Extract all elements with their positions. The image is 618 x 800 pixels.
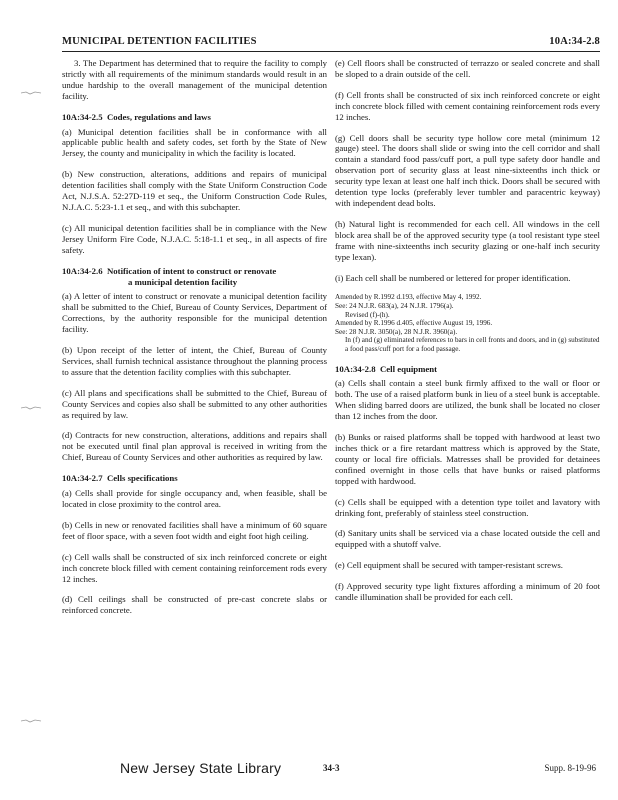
paragraph: (f) Cell fronts shall be constructed of six inch reinforced concrete or eight inch concrete block filled with cement containing reinforcement rods every 12 inches.: [335, 89, 600, 122]
paragraph: (h) Natural light is recommended for each cell. All windows in the cell block area shall be of the approved security type (a tool resistant type steel frame with nine-sixteenths inch security glazing or one-half inch security type lexan).: [335, 218, 600, 262]
note-line: In (f) and (g) eliminated references to bars in cell fronts and doors, and in (g) substituted a food pass/cuff port for a food passage.: [345, 336, 600, 353]
note-line: Amended by R.1996 d.405, effective August 19, 1996.: [335, 319, 493, 328]
right-column: [335, 58, 600, 613]
punch-hole-mark: [20, 718, 42, 724]
header-section-number: 10A:34-2.8: [549, 36, 600, 47]
paragraph: (b) Bunks or raised platforms shall be topped with hardwood at least two inches thick or a fire retardant mattress which is approved by the State, county or local fire officials. Matresses shall be provided for detainees confined overnight in those cells that have bunks or raised platforms topped with hardwood.: [335, 432, 600, 486]
paragraph: (b) Upon receipt of the letter of intent, the Chief, Bureau of County Services, shall furnish technical assistance throughout the planning process to assure that the detention facility complies with this subchapter.: [62, 345, 327, 377]
punch-hole-mark: [20, 90, 42, 96]
section-number: 10A:34-2.8: [335, 363, 376, 374]
section-number: 10A:34-2.6: [62, 265, 103, 276]
page-number: 34-3: [323, 763, 340, 773]
amendment-notes: [335, 293, 600, 353]
section-heading: [62, 112, 327, 123]
paragraph: (c) Cell walls shall be constructed of six inch reinforced concrete or eight inch concrete block filled with cement containing reinforcement rods every 12 inches.: [62, 551, 327, 584]
paragraph: (d) Cell ceilings shall be constructed of pre-cast concrete slabs or reinforced concrete.: [62, 594, 327, 616]
paragraph: (f) Approved security type light fixtures affording a minimum of 20 foot candle illumination shall be provided for each cell.: [335, 581, 600, 603]
paragraph: (c) All municipal detention facilities shall be in compliance with the New Jersey Uniform Fire Code, N.J.A.C. 5:18-1.1 et seq., in all aspects of fire safety.: [62, 222, 327, 255]
section-heading: [62, 266, 327, 288]
paragraph: (g) Cell doors shall be security type hollow core metal (minimum 12 gauge) steel. The doors shall slide or swing into the cell corridor and shall contain a standard food pass/cuff port, a pull type safety door handle and observation port of security glass at least nine-sixteenths inch thick or security type lexan at least one half inch thick. Doors shall be secured with detention type locks (preferably lever tumbler and paracentric keyway) with independent dead bolts.: [335, 132, 600, 208]
section-heading: [335, 364, 600, 375]
punch-hole-mark: [20, 405, 42, 411]
paragraph: (a) A letter of intent to construct or renovate a municipal detention facility shall be submitted to the Chief, Bureau of County Services, Department of Corrections, by the authority responsible for the municipal detention facility.: [62, 291, 327, 335]
paragraph: (a) Cells shall provide for single occupancy and, when feasible, shall be located in close proximity to the control area.: [62, 488, 327, 509]
section-title: Cells specifications: [106, 473, 178, 484]
header-title: MUNICIPAL DETENTION FACILITIES: [62, 36, 257, 47]
section-number: 10A:34-2.7: [62, 473, 103, 484]
note-line: Revised (f)-(h).: [345, 310, 390, 319]
header-rule: [62, 51, 600, 52]
paragraph: 3. The Department has determined that to require the facility to comply strictly with all requirements of the minimum standards would result in an undue hardship to the overall management of the municipal detention facility.: [62, 58, 327, 101]
paragraph: (e) Cell equipment shall be secured with tamper-resistant screws.: [335, 560, 563, 571]
supplement-date: Supp. 8-19-96: [544, 763, 596, 773]
paragraph: (a) Cells shall contain a steel bunk firmly affixed to the wall or floor or both. The use of a raised platform bunk in lieu of a steel bunk is acceptable. When sliding barred doors are utilized, the bunk shall be located no closer than 12 inches from the door.: [335, 378, 600, 422]
paragraph: (b) Cells in new or renovated facilities shall have a minimum of 60 square feet of floor space, with a seven foot width and eight foot high ceiling.: [62, 519, 327, 541]
note-line: Amended by R.1992 d.193, effective May 4, 1992.: [335, 293, 482, 302]
paragraph: (c) All plans and specifications shall be submitted to the Chief, Bureau of County Services and copies also shall be submitted to any other authorities as required by law.: [62, 387, 327, 420]
paragraph: (b) New construction, alterations, additions and repairs of municipal detention facilities shall comply with the State Uniform Construction Code Act, N.J.S.A. 52:27D-119 et seq., the Uniform Construction Code Rules, N.J.A.C. 5:23-1.1 et seq., and with this subchapter.: [62, 169, 327, 212]
paragraph: (e) Cell floors shall be constructed of terrazzo or sealed concrete and shall be sloped to a drain outside of the cell.: [335, 58, 600, 79]
section-title: Codes, regulations and laws: [106, 111, 211, 122]
section-heading: [62, 473, 327, 484]
note-line: See: 28 N.J.R. 3050(a), 28 N.J.R. 3960(a).: [335, 327, 458, 336]
paragraph: (d) Sanitary units shall be serviced via a chase located outside the cell and equipped with a shutoff valve.: [335, 528, 600, 550]
library-stamp: New Jersey State Library: [120, 760, 282, 776]
paragraph: (d) Contracts for new construction, alterations, additions and repairs shall not be executed until final plan approval is received in writing from the Chief, Bureau of County Services and other authorities as required by law.: [62, 430, 327, 463]
section-number: 10A:34-2.5: [62, 111, 103, 122]
paragraph: (a) Municipal detention facilities shall be in conformance with all applicable public health and safety codes, set forth by the State of New Jersey, the county and municipality in which the facility is located.: [62, 126, 327, 159]
running-header: [62, 36, 600, 52]
section-title: Notification of intent to construct or renovate: [106, 265, 277, 276]
note-line: See: 24 N.J.R. 683(a), 24 N.J.R. 1796(a).: [335, 302, 454, 310]
paragraph: (i) Each cell shall be numbered or lettered for proper identification.: [335, 272, 571, 283]
section-title-continued: a municipal detention facility: [128, 276, 238, 287]
left-column: [62, 58, 327, 626]
section-title: Cell equipment: [379, 363, 438, 374]
paragraph: (c) Cells shall be equipped with a detention type toilet and lavatory with drinking font, preferably of stainless steel construction.: [335, 496, 600, 518]
